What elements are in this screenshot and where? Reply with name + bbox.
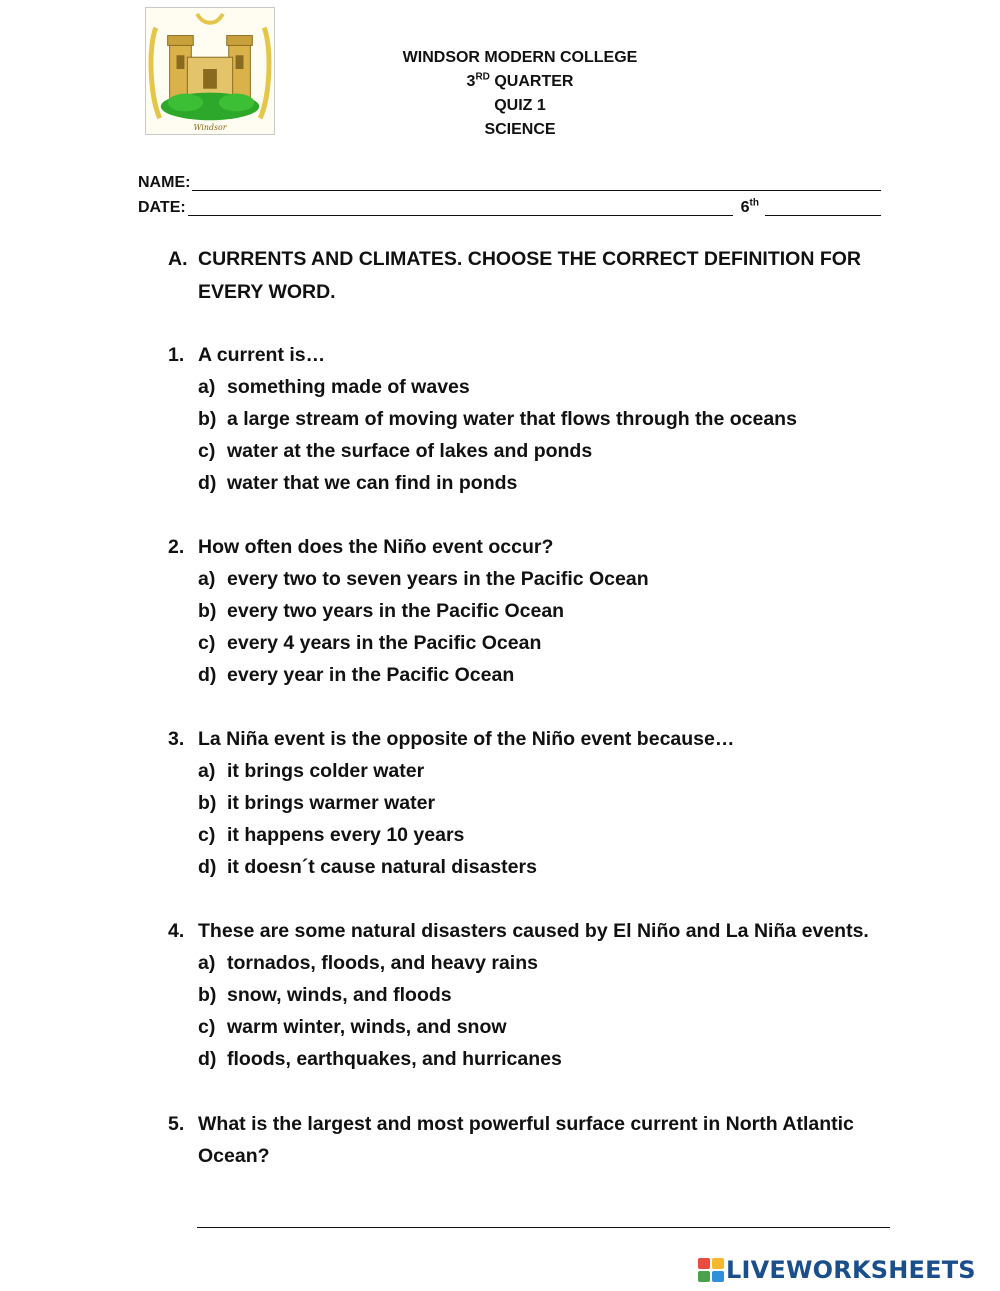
question-text: These are some natural disasters caused by El Niño and La Niña events. bbox=[198, 920, 869, 942]
castle-crest-icon bbox=[146, 8, 274, 134]
section-heading bbox=[168, 243, 868, 309]
question-text: A current is… bbox=[198, 344, 326, 366]
option-c[interactable]: c) water at the surface of lakes and ponds bbox=[198, 440, 593, 462]
date-field[interactable] bbox=[138, 197, 881, 219]
option-a[interactable]: a) every two to seven years in the Pacific Ocean bbox=[198, 568, 649, 590]
option-b[interactable]: b) snow, winds, and floods bbox=[198, 984, 452, 1006]
name-label: NAME: bbox=[138, 174, 191, 191]
quiz-label: QUIZ 1 bbox=[494, 97, 546, 114]
name-blank[interactable] bbox=[192, 174, 881, 191]
question-2 bbox=[168, 531, 888, 691]
option-b[interactable]: b) every two years in the Pacific Ocean bbox=[198, 600, 565, 622]
document-header bbox=[350, 46, 690, 142]
section-letter: A. bbox=[168, 248, 188, 270]
option-a[interactable]: a) something made of waves bbox=[198, 376, 470, 398]
question-text: What is the largest and most powerful surface current in North Atlantic Ocean? bbox=[198, 1113, 854, 1167]
question-4 bbox=[168, 915, 888, 1075]
option-c[interactable]: c) every 4 years in the Pacific Ocean bbox=[198, 632, 542, 654]
question-1 bbox=[168, 339, 888, 499]
section-title: CURRENTS AND CLIMATES. CHOOSE THE CORRECT DEFINITION FOR EVERY WORD. bbox=[198, 248, 861, 303]
question-number: 1. bbox=[168, 344, 185, 366]
option-b[interactable]: b) a large stream of moving water that flows through the oceans bbox=[198, 408, 797, 430]
answer-blank[interactable] bbox=[197, 1227, 890, 1228]
date-label: DATE: bbox=[138, 199, 186, 216]
liveworksheets-brand bbox=[698, 1255, 976, 1285]
option-c[interactable]: c) warm winter, winds, and snow bbox=[198, 1016, 507, 1038]
grade-blank[interactable] bbox=[765, 199, 881, 216]
school-logo bbox=[145, 7, 275, 135]
quarter-label: 3RD QUARTER bbox=[466, 71, 574, 90]
option-d[interactable]: d) water that we can find in ponds bbox=[198, 472, 518, 494]
question-3 bbox=[168, 723, 888, 883]
option-d[interactable]: d) every year in the Pacific Ocean bbox=[198, 664, 515, 686]
question-5 bbox=[168, 1108, 888, 1172]
question-number: 2. bbox=[168, 536, 185, 558]
question-number: 4. bbox=[168, 920, 185, 942]
option-a[interactable]: a) it brings colder water bbox=[198, 760, 425, 782]
option-d[interactable]: d) it doesn´t cause natural disasters bbox=[198, 856, 537, 878]
logo-caption: Windsor bbox=[193, 123, 227, 133]
question-number: 5. bbox=[168, 1113, 185, 1135]
grade-label: 6th bbox=[740, 197, 759, 216]
date-blank[interactable] bbox=[188, 199, 733, 216]
name-field[interactable] bbox=[138, 172, 881, 194]
brand-name: LIVEWORKSHEETS bbox=[726, 1256, 976, 1284]
option-d[interactable]: d) floods, earthquakes, and hurricanes bbox=[198, 1048, 562, 1070]
school-name: WINDSOR MODERN COLLEGE bbox=[402, 49, 638, 66]
question-text: La Niña event is the opposite of the Niño event because… bbox=[198, 728, 735, 750]
liveworksheets-logo-icon bbox=[698, 1258, 724, 1282]
question-text: How often does the Niño event occur? bbox=[198, 536, 554, 558]
subject-label: SCIENCE bbox=[484, 121, 556, 138]
option-a[interactable]: a) tornados, floods, and heavy rains bbox=[198, 952, 538, 974]
option-c[interactable]: c) it happens every 10 years bbox=[198, 824, 465, 846]
option-b[interactable]: b) it brings warmer water bbox=[198, 792, 436, 814]
question-number: 3. bbox=[168, 728, 185, 750]
